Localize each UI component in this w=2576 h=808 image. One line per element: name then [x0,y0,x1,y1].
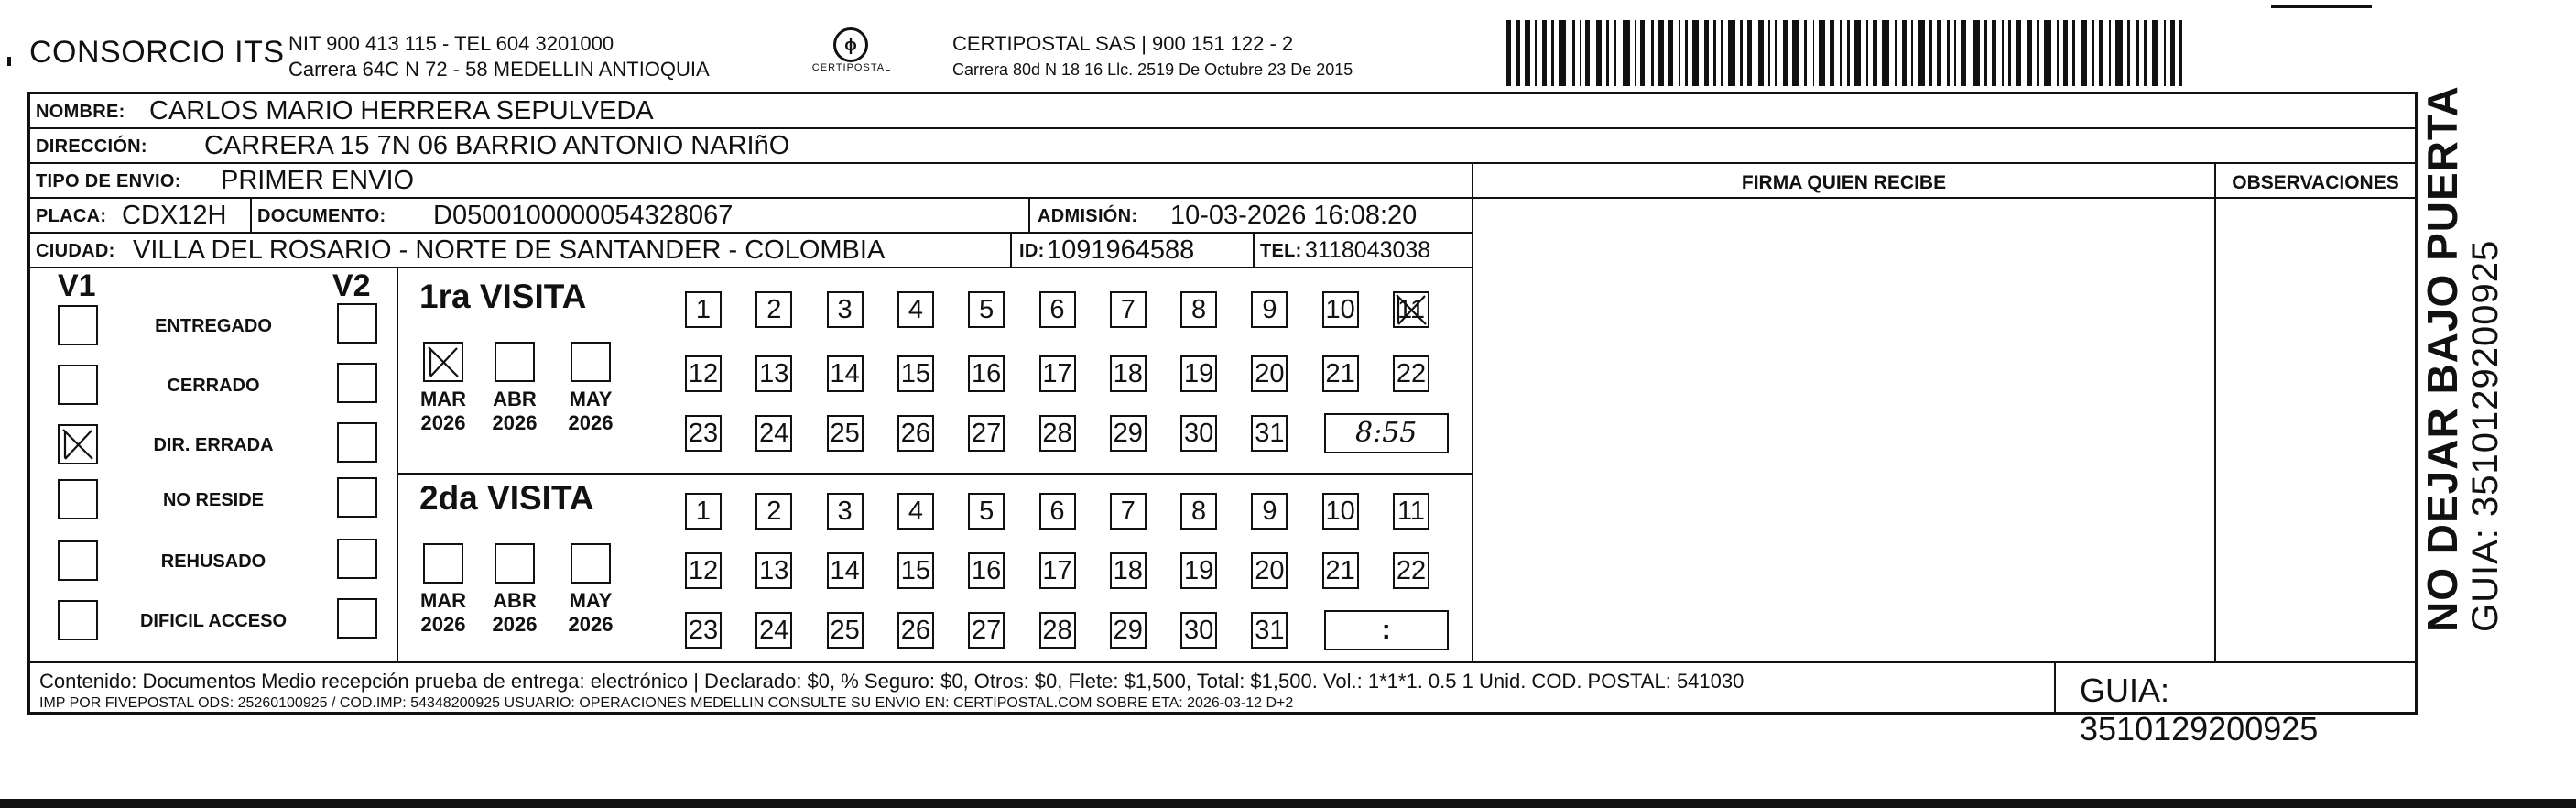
day-box[interactable] [968,493,1005,530]
logo-emblem-icon: ϕ [833,27,868,62]
day-number: 19 [1183,556,1214,585]
day-box[interactable] [1322,355,1359,392]
barcode-bar [1992,20,1996,86]
carrier-address: Carrera 80d N 18 16 Llc. 2519 De Octubre 23 De 2015 [952,60,1353,79]
day-box[interactable] [1393,355,1429,392]
day-number: 9 [1262,497,1277,526]
day-box[interactable] [1322,291,1359,328]
day-number: 31 [1255,616,1285,645]
observaciones-header: OBSERVACIONES [2232,172,2399,193]
barcode-bar [1542,20,1547,86]
day-box[interactable] [897,493,934,530]
documento-label: DOCUMENTO: [257,206,386,226]
day-number: 4 [908,295,923,324]
day-box[interactable] [827,415,864,452]
day-number: 15 [900,359,931,388]
barcode [1506,20,2189,86]
certipostal-logo [810,27,893,82]
barcode-bar [2072,20,2075,86]
barcode-bar [2002,20,2004,86]
day-number: 15 [900,556,931,585]
first-visit-title: 1ra VISITA [419,278,587,315]
day-number: 27 [972,616,1002,645]
day-number: 18 [1113,556,1143,585]
month-label: MAR [419,589,467,612]
day-box[interactable] [755,355,792,392]
month-label: ABR [493,388,537,410]
month-checkbox[interactable] [423,543,463,584]
day-number: 1 [695,295,712,324]
carrier-name: CERTIPOSTAL SAS | 900 151 122 - 2 [952,32,1294,55]
day-box[interactable] [897,552,934,589]
barcode-bar [1819,20,1825,86]
day-box[interactable] [685,612,722,649]
day-box[interactable] [1251,493,1288,530]
side-guia: GUIA: 3510129200925 [2465,239,2505,632]
day-box[interactable] [1180,552,1217,589]
documento-value: D0500100000054328067 [433,201,734,230]
day-number: 5 [979,295,995,324]
visit-reason-label: DIFICIL ACCESO [139,611,287,631]
v1-checkbox[interactable] [58,479,98,519]
day-number: 2 [766,497,782,526]
barcode-bar [1651,20,1654,86]
barcode-bar [2164,20,2166,86]
contents-summary: Contenido: Documentos Medio recepción prueba de entrega: electrónico | Declarado: $0, % Seguro: $0, Otros: $0, Flete: $1,500, Total: $1,500. Vol.: 1*1*1. 0.5 1 Unid. COD. POSTAL: 541030 [39,670,1745,693]
day-number: 18 [1113,359,1143,388]
v2-checkbox[interactable] [337,598,377,639]
barcode-bar [1721,20,1723,86]
month-year [567,589,614,637]
day-box[interactable] [1110,552,1147,589]
day-box[interactable] [1110,493,1147,530]
day-box[interactable] [1180,415,1217,452]
barcode-bar [1768,20,1770,86]
barcode-bar [2179,20,2182,86]
barcode-bar [1758,20,1765,86]
barcode-bar [2144,20,2148,86]
visit-reason-label: CERRADO [167,376,260,396]
day-number: 3 [837,295,853,324]
day-box[interactable] [1393,291,1429,328]
day-number: 6 [1049,497,1065,526]
day-box[interactable] [897,291,934,328]
day-box[interactable] [1322,552,1359,589]
barcode-bar [1535,20,1537,86]
day-number: 9 [1262,295,1277,324]
admision-value: 10-03-2026 16:08:20 [1170,201,1418,230]
day-number: 22 [1396,556,1427,585]
day-box[interactable] [1039,355,1076,392]
no-dejar-notice: NO DEJAR BAJO PUERTA [2418,85,2466,632]
admision-label: ADMISIÓN: [1038,206,1138,226]
day-number: 17 [1042,359,1072,388]
day-number: 23 [688,616,719,645]
month-year [491,388,538,435]
day-number: 29 [1113,616,1143,645]
day-number: 23 [688,419,719,448]
day-number: 24 [759,616,789,645]
handwritten-check-mark [425,344,462,380]
day-box[interactable] [827,355,864,392]
v1-checkbox[interactable] [58,365,98,405]
id-label: ID: [1019,241,1045,261]
day-box[interactable] [968,415,1005,452]
month-year [567,388,614,435]
tel-value: 3118043038 [1305,237,1431,263]
barcode-bar [2044,20,2051,86]
barcode-bar [1525,20,1531,86]
day-number: 13 [759,359,789,388]
tipo-envio-label: TIPO DE ENVIO: [36,171,181,191]
day-box[interactable] [968,355,1005,392]
month-checkbox[interactable] [495,543,535,584]
barcode-bar [2170,20,2175,86]
year-label: 2026 [568,411,614,434]
barcode-bar [2016,20,2022,86]
barcode-bar [1614,20,1616,86]
barcode-bar [1929,20,1932,86]
year-label: 2026 [492,613,538,636]
day-number: 30 [1183,419,1214,448]
barcode-bar [1692,20,1699,86]
barcode-bar [1873,20,1877,86]
barcode-bar [2057,20,2059,86]
month-checkbox[interactable] [423,342,463,382]
barcode-bar [1830,20,1834,86]
second-visit-title: 2da VISITA [419,479,594,517]
year-label: 2026 [420,613,466,636]
month-year [419,589,467,637]
barcode-bar [1559,20,1566,86]
day-number: 7 [1120,295,1136,324]
barcode-bar [2109,20,2111,86]
day-box[interactable] [1039,552,1076,589]
day-box[interactable] [1251,612,1288,649]
barcode-bar [1775,20,1777,86]
month-label: MAY [569,589,613,612]
barcode-bar [1911,20,1913,86]
barcode-bar [1635,20,1636,86]
barcode-bar [1984,20,1987,86]
day-number: 3 [837,497,853,526]
day-number: 8 [1191,497,1207,526]
barcode-bar [2063,20,2068,86]
day-number: 2 [766,295,782,324]
guia-number: GUIA: 3510129200925 [2080,672,2319,748]
barcode-bar [1854,20,1861,86]
barcode-bar [1840,20,1842,86]
barcode-bar [1713,20,1716,86]
tel-label: TEL: [1260,241,1302,261]
day-number: 14 [830,359,860,388]
barcode-bar [1973,20,1980,86]
barcode-bar [1747,20,1752,86]
month-checkbox[interactable] [495,342,535,382]
day-box[interactable] [755,493,792,530]
barcode-bar [1882,20,1889,86]
day-box[interactable] [968,612,1005,649]
side-notice [2418,85,2505,632]
bottom-edge [0,799,2576,808]
day-box[interactable] [1251,552,1288,589]
day-number: 30 [1183,616,1214,645]
day-box[interactable] [897,415,934,452]
logo-text: CERTIPOSTAL [811,62,892,73]
direccion-value: CARRERA 15 7N 06 BARRIO ANTONIO NARIñO [204,131,790,160]
day-box[interactable] [1180,612,1217,649]
day-number: 14 [830,556,860,585]
day-box[interactable] [1039,415,1076,452]
day-number: 20 [1255,359,1285,388]
month-checkbox[interactable] [571,342,611,382]
v2-header: V2 [332,268,371,303]
barcode-bar [1866,20,1868,86]
firma-header: FIRMA QUIEN RECIBE [1741,172,1947,193]
barcode-bar [1704,20,1709,86]
day-box[interactable] [968,552,1005,589]
day-box[interactable] [685,291,722,328]
nombre-label: NOMBRE: [36,102,125,122]
barcode-bar [1847,20,1850,86]
ciudad-label: CIUDAD: [36,241,115,261]
barcode-bar [1902,20,1907,86]
visit-reason-label: REHUSADO [160,551,266,572]
day-number: 24 [759,419,789,448]
v2-checkbox[interactable] [337,422,377,463]
barcode-bar [2037,20,2039,86]
day-number: 17 [1042,556,1072,585]
placa-value: CDX12H [122,201,227,230]
barcode-bar [1813,20,1815,86]
day-number: 29 [1113,419,1143,448]
v2-checkbox[interactable] [337,303,377,344]
day-number: 12 [688,556,719,585]
barcode-bar [1947,20,1950,86]
company-name: CONSORCIO ITS [29,35,285,70]
barcode-bar [2099,20,2103,86]
barcode-bar [1668,20,1673,86]
day-box[interactable] [968,291,1005,328]
barcode-bar [2136,20,2138,86]
barcode-bar [2081,20,2087,86]
day-number: 28 [1042,419,1072,448]
barcode-bar [1640,20,1645,86]
day-box[interactable] [685,552,722,589]
day-box[interactable] [1393,493,1429,530]
nombre-value: CARLOS MARIO HERRERA SEPULVEDA [149,96,654,126]
month-label: MAY [569,388,613,410]
v1-header: V1 [58,268,96,303]
visit-reason-label: ENTREGADO [155,316,272,336]
day-box[interactable] [685,355,722,392]
barcode-bar [1895,20,1897,86]
day-box[interactable] [755,612,792,649]
barcode-bar [1585,20,1590,86]
barcode-bar [1740,20,1743,86]
barcode-bar [2008,20,2011,86]
day-number: 1 [695,497,712,526]
direccion-label: DIRECCIÓN: [36,136,147,157]
v2-checkbox[interactable] [337,539,377,579]
day-box[interactable] [1180,355,1217,392]
day-number: 11 [1397,497,1426,526]
day-number: 13 [759,556,789,585]
day-box[interactable] [1039,291,1076,328]
day-number: 12 [688,359,719,388]
day-box[interactable] [1393,552,1429,589]
day-number: 21 [1325,359,1355,388]
day-number: 10 [1325,295,1355,324]
day-number: 5 [979,497,995,526]
day-box[interactable] [1110,355,1147,392]
barcode-bar [1596,20,1603,86]
day-box[interactable] [827,493,864,530]
day-box[interactable] [1251,355,1288,392]
day-box[interactable] [1322,493,1359,530]
day-box[interactable] [1251,415,1288,452]
barcode-bar [1572,20,1575,86]
company-address: Carrera 64C N 72 - 58 MEDELLIN ANTIOQUIA [288,58,710,81]
day-box[interactable] [1180,291,1217,328]
v2-checkbox[interactable] [337,477,377,518]
month-label: MAR [419,388,467,410]
year-label: 2026 [568,613,614,636]
day-box[interactable] [685,493,722,530]
barcode-bar [1918,20,1925,86]
delivery-form [27,92,2418,748]
company-info [288,31,710,82]
day-box[interactable] [755,552,792,589]
day-number: 28 [1042,616,1072,645]
day-box[interactable] [1110,612,1147,649]
handwritten-check-mark [60,426,96,463]
day-box[interactable] [1039,493,1076,530]
barcode-bar [1658,20,1665,86]
day-number: 11 [1397,295,1426,324]
day-number: 27 [972,419,1002,448]
barcode-bar [1937,20,1941,86]
day-box[interactable] [1039,612,1076,649]
day-box[interactable] [1110,415,1147,452]
barcode-bar [1792,20,1799,86]
barcode-bar [1783,20,1788,86]
day-number: 6 [1049,295,1065,324]
barcode-bar [2027,20,2032,86]
month-checkbox[interactable] [571,543,611,584]
year-label: 2026 [420,411,466,434]
company-nit: NIT 900 413 115 - TEL 604 3201000 [288,32,614,55]
v1-checkbox[interactable] [58,424,98,464]
month-year [419,388,467,435]
barcode-bar [1728,20,1735,86]
barcode-bar [1623,20,1630,86]
visit-time-box[interactable]: : [1324,610,1449,650]
barcode-bar [1679,20,1681,86]
barcode-bar [1506,20,1511,86]
day-number: 16 [972,556,1002,585]
visit-reason-label: DIR. ERRADA [153,435,274,455]
day-box[interactable] [1180,493,1217,530]
barcode-bar [1580,20,1581,86]
month-label: ABR [493,589,537,612]
day-number: 16 [972,359,1002,388]
barcode-bar [1961,20,1967,86]
year-label: 2026 [492,411,538,434]
day-number: 25 [830,419,860,448]
v1-checkbox[interactable] [58,305,98,345]
top-edge-line [2271,5,2372,8]
visit-reason-label: NO RESIDE [162,490,265,510]
month-year [491,589,538,637]
day-number: 7 [1120,497,1136,526]
day-box[interactable] [1251,291,1288,328]
day-number: 25 [830,616,860,645]
barcode-bar [2115,20,2123,86]
barcode-bar [1516,20,1519,86]
v2-checkbox[interactable] [337,363,377,403]
day-number: 20 [1255,556,1285,585]
barcode-bar [2092,20,2094,86]
margin-tick [7,57,11,66]
barcode-bar [2152,20,2158,86]
id-value: 1091964588 [1047,235,1195,265]
day-number: 4 [908,497,923,526]
day-number: 26 [900,419,931,448]
barcode-bar [2127,20,2130,86]
day-box[interactable] [897,612,934,649]
day-box[interactable] [827,552,864,589]
day-box[interactable] [755,415,792,452]
barcode-bar [1804,20,1807,86]
barcode-bar [1606,20,1609,86]
ciudad-value: VILLA DEL ROSARIO - NORTE DE SANTANDER - COLOMBIA [133,235,886,265]
carrier-info [952,31,1353,82]
placa-label: PLACA: [36,206,107,226]
barcode-bar [1551,20,1554,86]
barcode-bar [1685,20,1688,86]
v1-checkbox[interactable] [58,540,98,581]
day-number: 10 [1325,497,1355,526]
day-number: 21 [1325,556,1355,585]
day-box[interactable] [827,291,864,328]
v1-checkbox[interactable] [58,600,98,640]
day-box[interactable] [897,355,934,392]
day-box[interactable] [1110,291,1147,328]
day-box[interactable] [827,612,864,649]
day-box[interactable] [685,415,722,452]
day-box[interactable] [755,291,792,328]
visit-time-box[interactable]: 8:55 [1324,413,1449,453]
day-number: 8 [1191,295,1207,324]
print-info: IMP POR FIVEPOSTAL ODS: 25260100925 / COD.IMP: 54348200925 USUARIO: OPERACIONES MEDELLIN CONSULTE SU ENVIO EN: CERTIPOSTAL.COM SOBRE ETA: 2026-03-12 D+2 [39,695,1294,711]
barcode-bar [1954,20,1956,86]
tipo-envio-value: PRIMER ENVIO [221,166,415,195]
day-number: 31 [1255,419,1285,448]
day-number: 19 [1183,359,1214,388]
day-number: 22 [1396,359,1427,388]
day-number: 26 [900,616,931,645]
